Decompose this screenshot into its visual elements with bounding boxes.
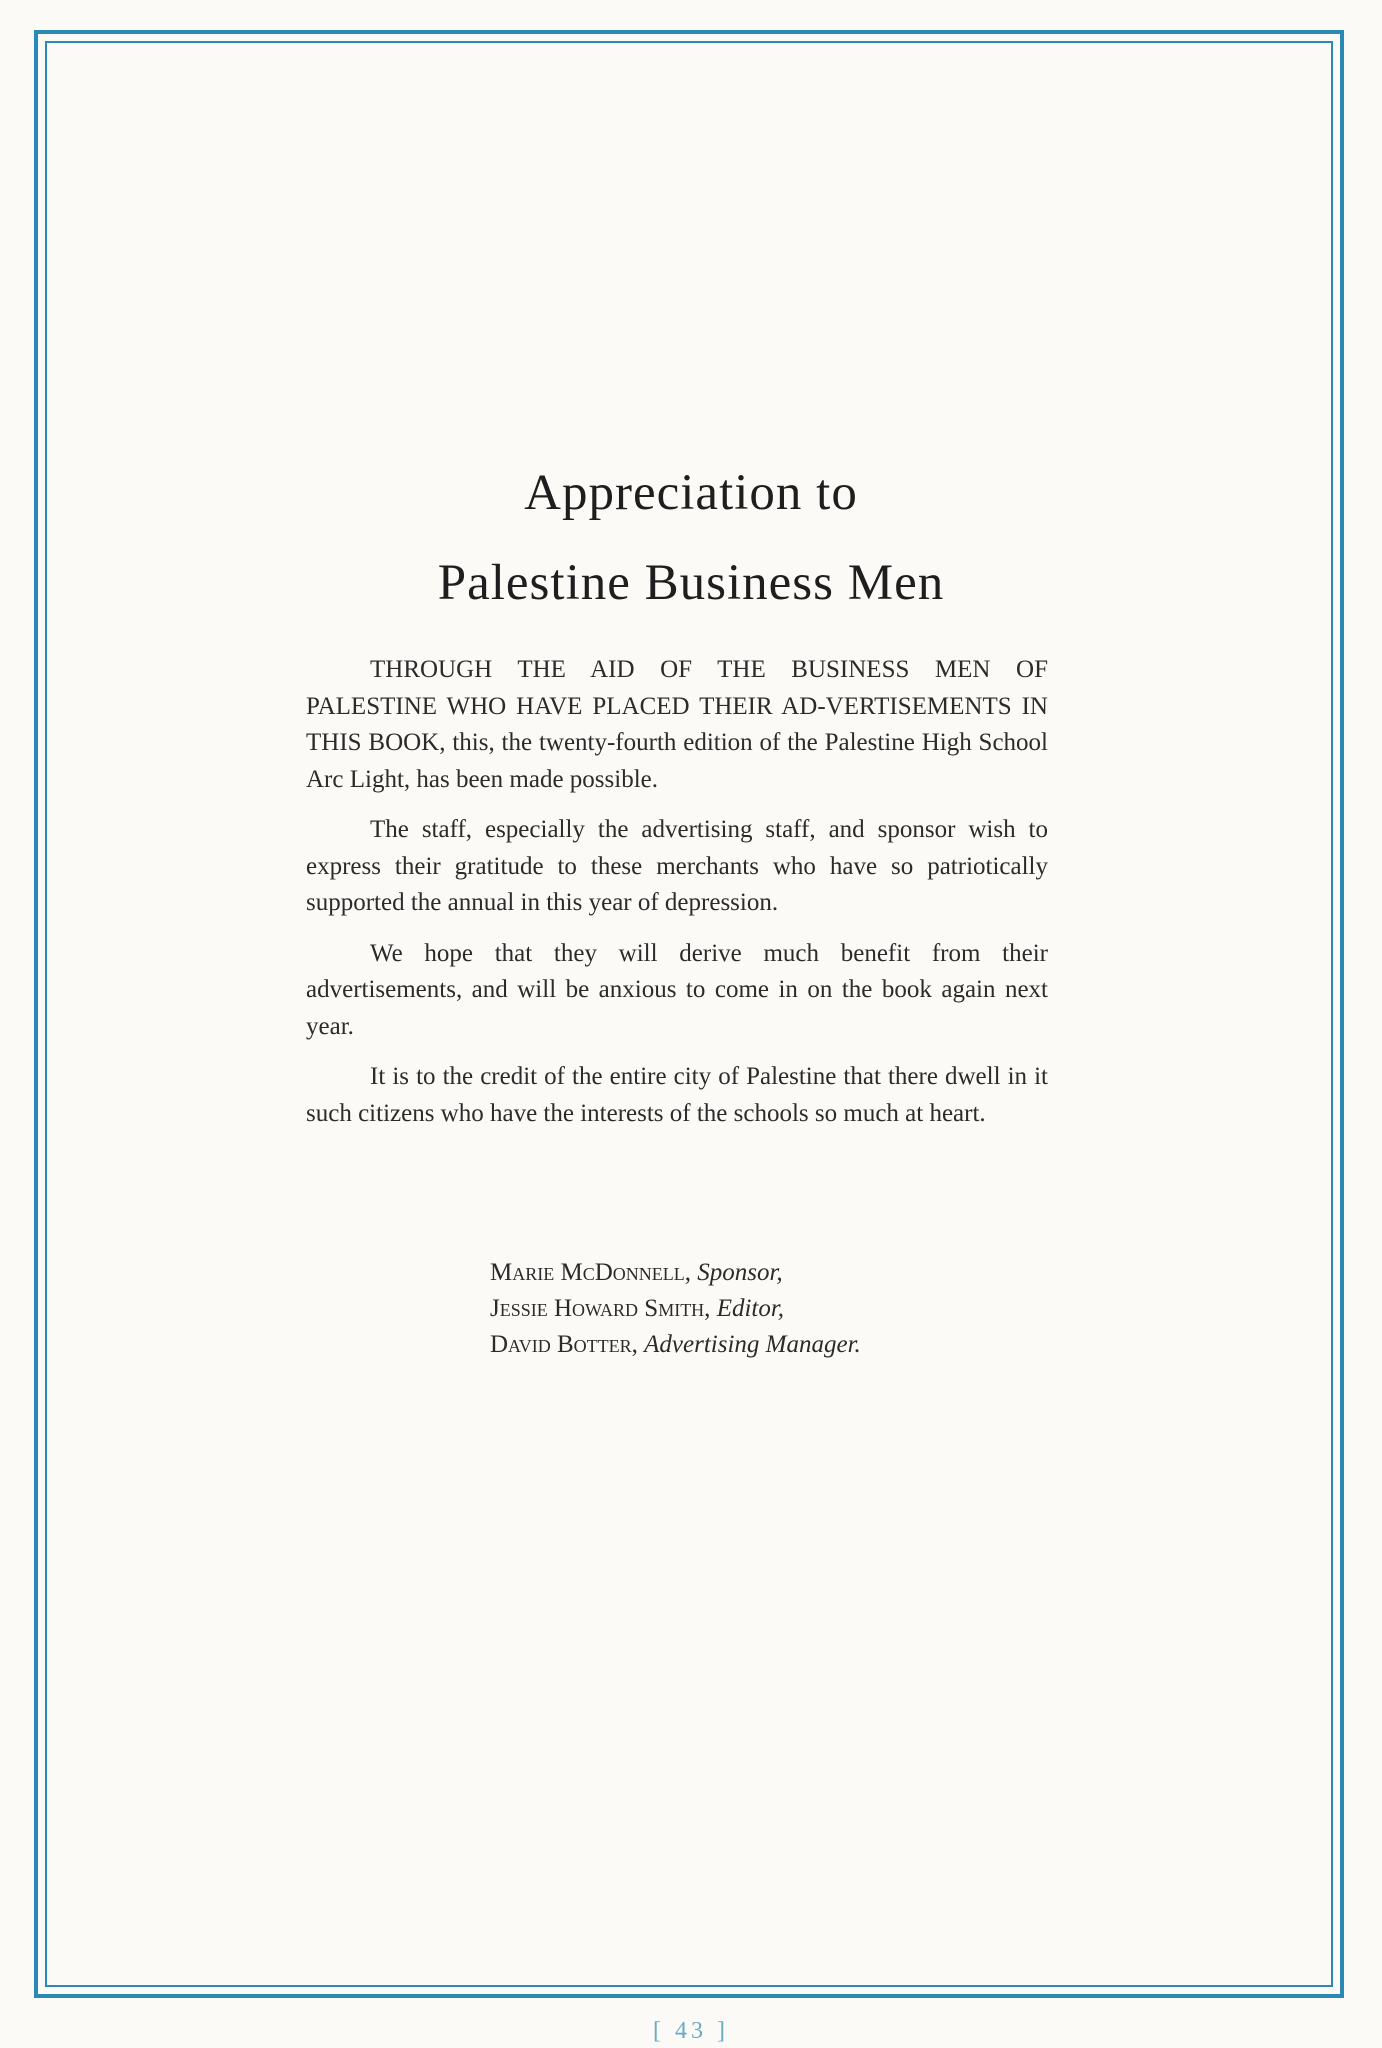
- title-line-1: Appreciation to: [524, 465, 858, 521]
- signature-line: [490, 1327, 861, 1363]
- title-line-2: Palestine Business Men: [437, 555, 945, 611]
- signature-name: David Botter,: [490, 1331, 638, 1358]
- page-number: [ 43 ]: [653, 2018, 729, 2044]
- paragraph-4: It is to the credit of the entire city of Palestine that there dwell in it such citizens who have the interests of the schools so much at heart.: [306, 1063, 1048, 1127]
- body-text: [306, 652, 1048, 1146]
- signature-line: [490, 1291, 861, 1327]
- paragraph-3: We hope that they will derive much benefit from their advertisements, and will be anxious to come in on the book again next year.: [306, 939, 1048, 1040]
- signature-name: Jessie Howard Smith,: [490, 1295, 711, 1322]
- signature-name: Marie McDonnell,: [490, 1259, 691, 1286]
- signature-role: Editor,: [716, 1295, 785, 1322]
- signature-block: [490, 1255, 861, 1363]
- page-title: [0, 448, 1382, 628]
- signature-role: Advertising Manager.: [644, 1331, 861, 1358]
- paragraph-2: The staff, especially the advertising staff, and sponsor wish to express their gratitude to these merchants who have so patriotically supported the annual in this year of depression.: [306, 816, 1048, 916]
- signature-role: Sponsor,: [697, 1259, 783, 1286]
- paragraph-1: THROUGH THE AID OF THE BUSINESS MEN OF PALESTINE WHO HAVE PLACED THEIR AD-VERTISEMENTS IN THIS BOOK, this, the twenty-fourth edition of the Palestine High School Arc Light, has been made possible.: [306, 656, 1048, 793]
- signature-line: [490, 1255, 861, 1291]
